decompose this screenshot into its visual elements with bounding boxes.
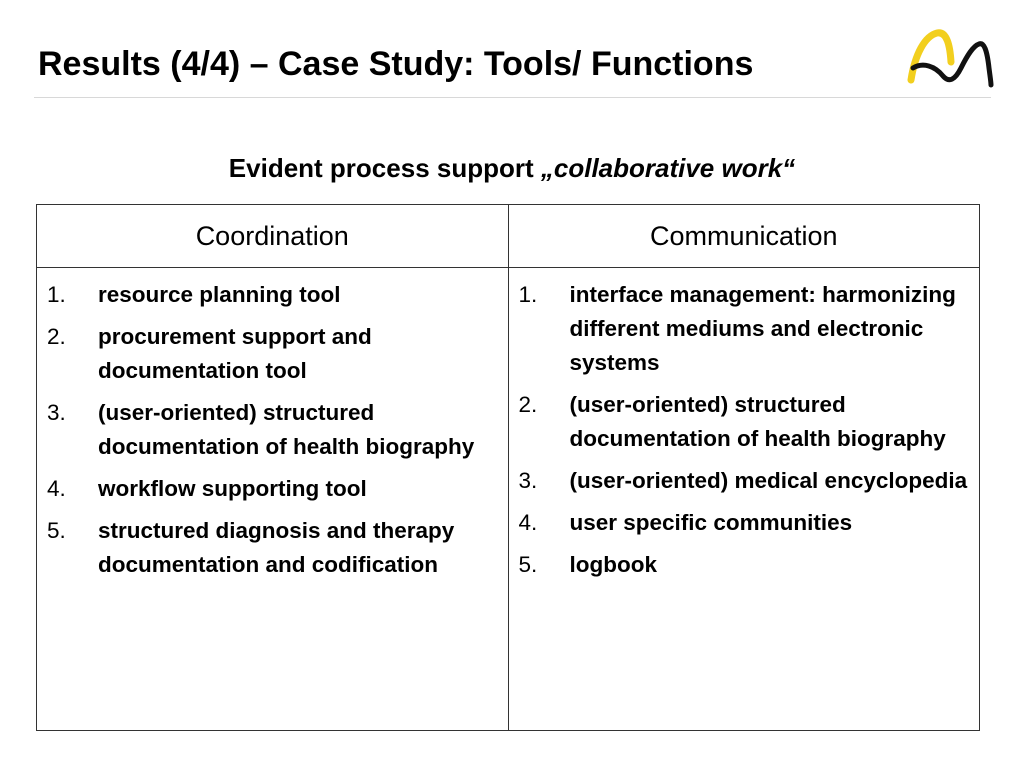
slide-subtitle xyxy=(0,150,1024,186)
item-text: resource planning tool xyxy=(98,282,341,307)
list-item xyxy=(519,278,970,380)
item-number: 2. xyxy=(518,392,538,417)
header-communication: Communication xyxy=(508,205,980,268)
list-item xyxy=(47,396,498,464)
coordination-list xyxy=(47,278,498,582)
item-text: user specific communities xyxy=(569,510,853,535)
item-text: procurement support and documentation tool xyxy=(98,324,372,383)
item-text: logbook xyxy=(569,552,657,577)
list-item xyxy=(519,506,970,540)
item-number: 5. xyxy=(47,518,66,543)
item-text: workflow supporting tool xyxy=(98,476,367,501)
item-text: (user-oriented) structured documentation of health biography xyxy=(98,400,475,459)
logo-yellow-arc xyxy=(911,33,951,80)
subtitle-emphasis: „collaborative work“ xyxy=(540,153,796,183)
item-number: 2. xyxy=(47,324,66,349)
list-item xyxy=(47,514,498,582)
table-body-row xyxy=(37,268,980,731)
list-item xyxy=(519,548,970,582)
item-number: 1. xyxy=(47,282,66,307)
slide-title: Results (4/4) – Case Study: Tools/ Functions xyxy=(38,45,754,83)
item-number: 3. xyxy=(47,400,66,425)
item-number: 1. xyxy=(518,282,538,307)
list-item xyxy=(47,472,498,506)
list-item xyxy=(47,320,498,388)
subtitle-text: Evident process support xyxy=(228,153,541,183)
item-text: interface management: harmonizing different mediums and electronic systems xyxy=(569,282,956,375)
item-number: 5. xyxy=(518,552,538,577)
item-number: 4. xyxy=(518,510,538,535)
item-text: (user-oriented) structured documentation of health biography xyxy=(569,392,946,451)
tools-functions-table xyxy=(36,204,980,731)
coordination-cell xyxy=(37,268,509,731)
communication-list xyxy=(519,278,970,582)
header-coordination: Coordination xyxy=(37,205,509,268)
list-item xyxy=(519,388,970,456)
table-header-row xyxy=(37,205,980,268)
item-text: (user-oriented) medical encyclopedia xyxy=(569,468,968,493)
wave-logo-icon xyxy=(905,28,995,90)
item-number: 4. xyxy=(47,476,66,501)
title-divider xyxy=(34,97,991,98)
item-text: structured diagnosis and therapy documentation and codification xyxy=(98,518,455,577)
communication-cell xyxy=(508,268,980,731)
item-number: 3. xyxy=(518,468,538,493)
list-item xyxy=(47,278,498,312)
list-item xyxy=(519,464,970,498)
